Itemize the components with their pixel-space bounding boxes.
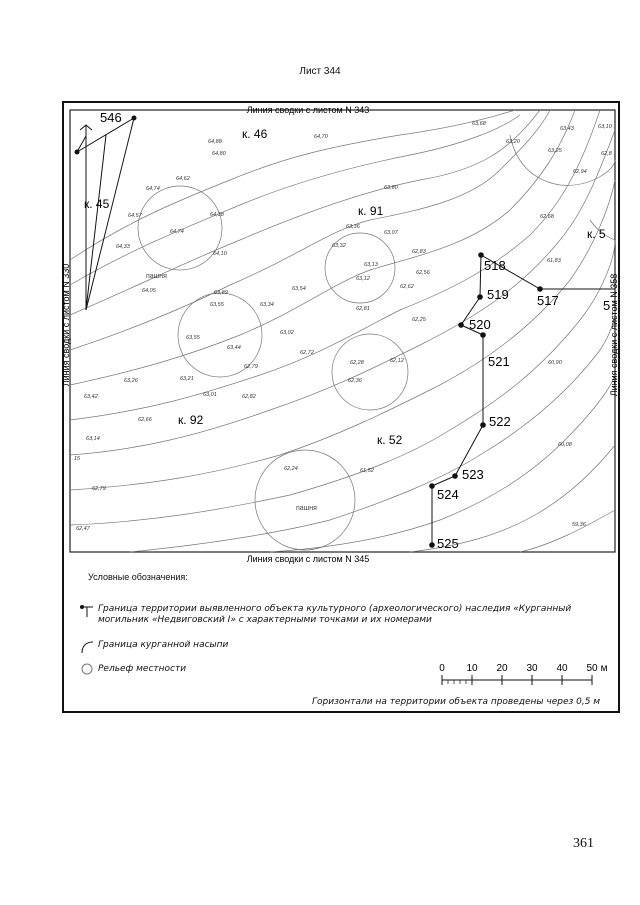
elevation-label: 15	[74, 456, 81, 462]
legend-item-kurgan: Граница курганной насыпи	[98, 640, 229, 650]
elevation-label: 63,54	[292, 286, 306, 292]
elevation-label: 62,83	[412, 249, 426, 255]
elevation-label: 62,79	[92, 486, 106, 492]
elevation-label: 63,68	[472, 121, 486, 127]
elevation-label: 64,62	[176, 176, 190, 182]
join-bottom-label: Линия сводки с листом N 345	[246, 554, 370, 564]
elevation-label: 59,36	[572, 522, 586, 528]
elevation-label: 62,82	[242, 394, 256, 400]
contour-note: Горизонтали на территории объекта проведены через 0,5 м	[312, 697, 601, 707]
elevation-label: 64,80	[212, 151, 226, 157]
elevation-label: 62,56	[416, 270, 430, 276]
elevation-label: 60,90	[548, 360, 562, 366]
elevation-label: 64,88	[208, 139, 222, 145]
point-number: 524	[437, 487, 459, 502]
point-number: 523	[462, 467, 484, 482]
kurgan-label: к. 46	[242, 127, 268, 141]
elevation-label: 63,21	[180, 376, 194, 382]
elevation-label: 62,12	[390, 358, 404, 364]
legend-item-boundary: Граница территории выявленного объекта культурного (археологического) наследия «Курганный могильник «Недвиговский I» с характерными точками и их номерами	[98, 604, 572, 625]
elevation-label: 60,08	[558, 442, 572, 448]
elevation-label: 61,52	[360, 468, 374, 474]
elevation-label: 63,34	[260, 302, 274, 308]
boundary-line	[429, 252, 615, 548]
elevation-label: 62,47	[76, 526, 90, 532]
field-label: пашня	[296, 505, 317, 512]
point-number: 517	[537, 293, 559, 308]
legend-item-relief: Рельеф местности	[98, 664, 187, 674]
scale-tick: 40	[556, 663, 568, 674]
point-number: 546	[100, 110, 122, 125]
point-number: 521	[488, 354, 510, 369]
kurgan-label: к. 92	[178, 413, 204, 427]
elevation-label: 62,62	[400, 284, 414, 290]
point-number: 522	[489, 414, 511, 429]
kurgan-label: к. 52	[377, 433, 403, 447]
elevation-label: 62,79	[244, 364, 258, 370]
elevation-label: 63,36	[346, 224, 360, 230]
elevation-label: 62,68	[540, 214, 554, 220]
kurgan-label: к. 45	[84, 197, 110, 211]
elevation-label: 63,80	[384, 185, 398, 191]
elevation-label: 63,02	[280, 330, 294, 336]
elevation-label: 64,05	[142, 288, 156, 294]
elevation-label: 64,10	[213, 251, 227, 257]
scale-tick: 0	[439, 663, 445, 674]
elevation-label: 63,13	[364, 262, 378, 268]
point-number: 519	[487, 287, 509, 302]
relief-circle-icon	[80, 662, 94, 676]
elevation-label: 64,33	[116, 244, 130, 250]
join-left-label: Линия сводки с листом N 330	[61, 263, 71, 387]
elevation-label: 63,01	[203, 392, 217, 398]
elevation-label: 64,57	[128, 213, 142, 219]
kurgan-boundary-icon	[80, 640, 94, 654]
edge-label: 5	[603, 298, 611, 313]
elevation-label: 62,94	[573, 169, 587, 175]
relief-circles	[138, 135, 615, 550]
kurgan-label: к. 5	[587, 227, 606, 241]
boundary-symbol-icon	[80, 604, 94, 618]
elevation-label: 62,66	[138, 417, 152, 423]
scale-unit: м	[600, 663, 608, 674]
elevation-label: 61,83	[547, 258, 561, 264]
elevation-label: 63,14	[86, 436, 100, 442]
join-top-label: Линия сводки с листом N 343	[246, 105, 370, 115]
elevation-label: 63,55	[186, 335, 200, 341]
page-number: 361	[573, 836, 594, 851]
elevation-label: 63,20	[506, 139, 520, 145]
field-label: пашня	[146, 273, 167, 280]
elevation-label: 63,12	[356, 276, 370, 282]
elevation-label: 63,32	[332, 243, 346, 249]
scale-bar	[430, 660, 610, 690]
elevation-label: 62,25	[412, 317, 426, 323]
elevation-label: 63,07	[384, 230, 398, 236]
elevation-label: 64,70	[314, 134, 328, 140]
elevation-label: 63,43	[560, 126, 574, 132]
elevation-label: 62,81	[356, 306, 370, 312]
scale-tick: 20	[496, 663, 508, 674]
elevation-label: 62,8	[601, 151, 612, 157]
point-number: 518	[484, 258, 506, 273]
elevation-label: 62,28	[350, 360, 364, 366]
scale-tick: 30	[526, 663, 538, 674]
elevation-label: 63,89	[214, 290, 228, 296]
elevation-label: 64,74	[146, 186, 160, 192]
scale-tick: 50	[586, 663, 598, 674]
kurgan-label: к. 91	[358, 204, 384, 218]
elevation-label: 63,55	[210, 302, 224, 308]
elevation-label: 64,74	[170, 229, 184, 235]
elevation-label: 63,10	[598, 124, 612, 130]
elevation-label: 64,38	[210, 212, 224, 218]
map-canvas	[61, 105, 619, 564]
elevation-label: 63,26	[124, 378, 138, 384]
elevation-label: 63,25	[548, 148, 562, 154]
contour-lines	[70, 110, 615, 552]
elevation-label: 62,72	[300, 350, 314, 356]
elevation-label: 62,24	[284, 466, 298, 472]
legend-title: Условные обозначения:	[88, 572, 188, 582]
scale-tick: 10	[466, 663, 478, 674]
elevation-label: 63,42	[84, 394, 98, 400]
point-number: 525	[437, 536, 459, 551]
join-right-label: Линия сводки с листом N 358	[609, 273, 619, 397]
direction-lines	[77, 118, 134, 310]
map-border	[70, 110, 615, 552]
elevation-label: 63,44	[227, 345, 241, 351]
point-number: 520	[469, 317, 491, 332]
sheet-title: Лист 344	[299, 66, 341, 77]
elevation-label: 62,36	[348, 378, 362, 384]
